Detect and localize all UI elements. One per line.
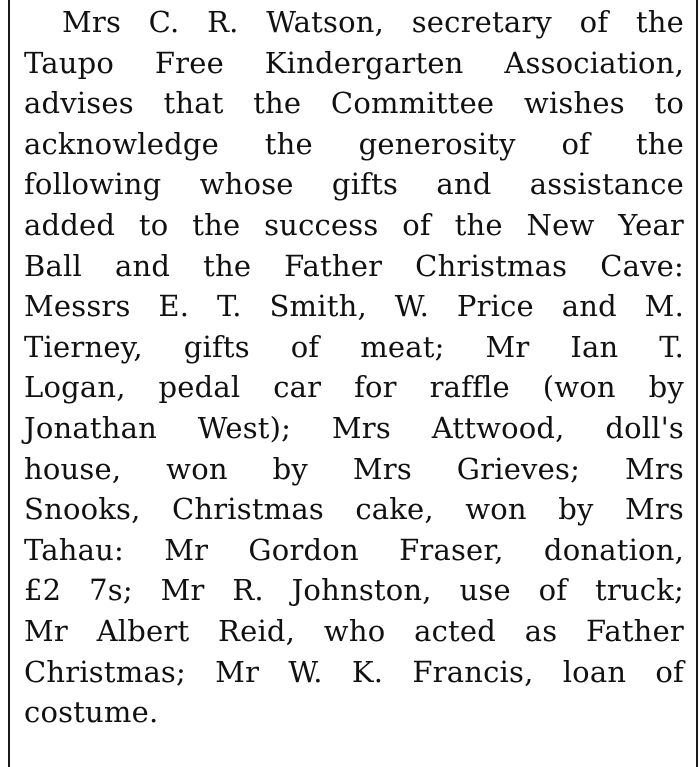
article-paragraph xyxy=(24,2,684,733)
article-line: acknowledge the generosity of the xyxy=(24,126,684,161)
article-line: following whose gifts and assistance xyxy=(24,167,684,202)
article-line: costume. xyxy=(24,695,159,730)
article-line: Logan, pedal car for raffle (won by xyxy=(24,370,684,405)
article-line: added to the success of the New Year xyxy=(24,207,684,242)
article-line: Tierney, gifts of meat; Mr Ian T. xyxy=(24,329,684,364)
article-line: Jonathan West); Mrs Attwood, doll's xyxy=(24,410,684,445)
article-line: Taupo Free Kindergarten Association, xyxy=(24,45,684,80)
article-line: house, won by Mrs Grieves; Mrs xyxy=(24,451,684,486)
article-line: Ball and the Father Christmas Cave: xyxy=(24,248,684,283)
article-line: Snooks, Christmas cake, won by Mrs xyxy=(24,492,684,527)
article-line: Messrs E. T. Smith, W. Price and M. xyxy=(24,289,684,324)
left-column-rule xyxy=(8,0,10,767)
article-line: advises that the Committee wishes to xyxy=(24,86,684,121)
article-line: Mrs C. R. Watson, secretary of the xyxy=(62,5,684,39)
right-column-rule xyxy=(696,0,698,767)
article-line: £2 7s; Mr R. Johnston, use of truck; xyxy=(24,573,684,608)
article-line: Christmas; Mr W. K. Francis, loan of xyxy=(24,654,684,689)
article-line: Tahau: Mr Gordon Fraser, donation, xyxy=(24,532,684,567)
article-line: Mr Albert Reid, who acted as Father xyxy=(24,613,684,648)
